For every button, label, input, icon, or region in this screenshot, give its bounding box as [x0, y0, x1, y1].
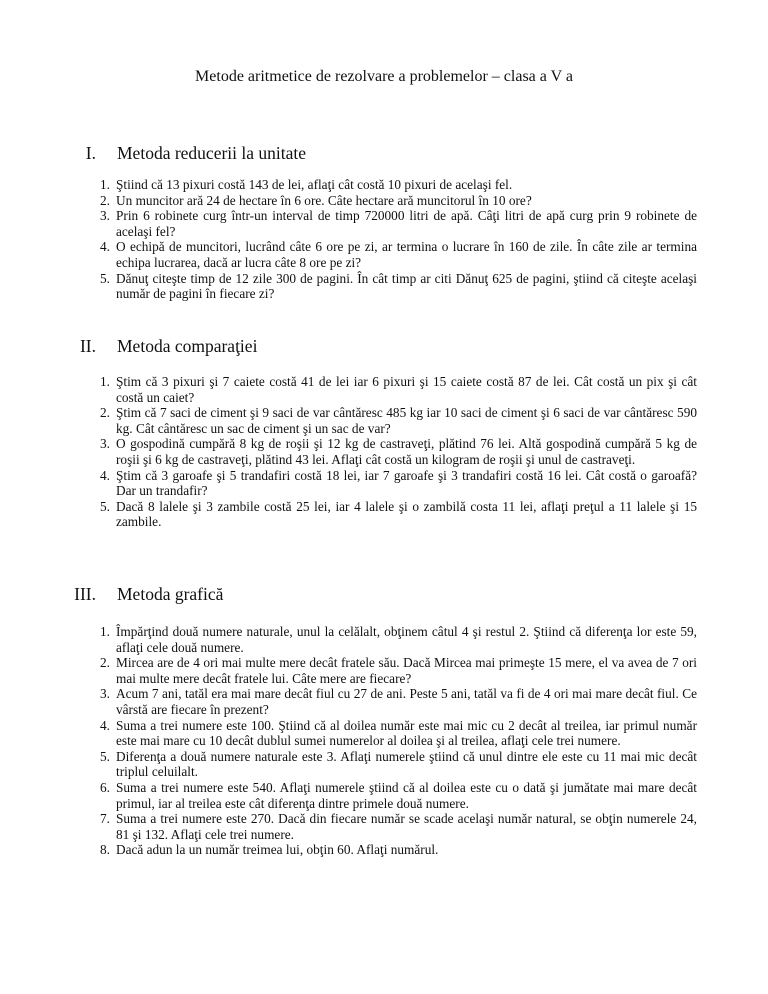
list-item: 3. O gospodină cumpără 8 kg de roşii şi 12 kg de castraveţi, plătind 76 lei. Altă gospodină cumpără 5 kg de roşii şi 6 kg de castraveţi, plătind 43 lei. Aflaţi cât costă un kilogram de roşii şi unul de castraveţi.: [100, 436, 697, 467]
section-heading: [0, 336, 768, 358]
section-reducerii: [0, 143, 768, 302]
list-item: 4. Suma a trei numere este 100. Ştiind că al doilea număr este mai mic cu 2 decât al treilea, iar primul număr este mai mare cu 10 decât dublul sumei numerelor al doilea şi al treilea, aflaţi cele trei numere.: [100, 717, 697, 749]
list-item: 7. Suma a trei numere este 270. Dacă din fiecare număr se scade acelaşi număr natural, se obţin numerele 24, 81 şi 132. Aflaţi cele trei numere.: [100, 811, 697, 842]
section-title: Metoda comparaţiei: [117, 336, 258, 356]
list-item: 4. O echipă de muncitori, lucrând câte 6 ore pe zi, ar termina o lucrare în 160 de zile. În câte zile ar termina echipa lucrarea, dacă ar lucra câte 8 ore pe zi?: [100, 239, 697, 270]
list-item: 2. Un muncitor ară 24 de hectare în 6 ore. Câte hectare ară muncitorul în 10 ore?: [100, 192, 532, 208]
section-number: II.: [79, 336, 96, 356]
list-item: 5. Dănuţ citeşte timp de 12 zile 300 de pagini. În cât timp ar citi Dănuţ 625 de pagini, ştiind că citeşte acelaşi număr de pagini în fiecare zi?: [100, 270, 697, 302]
section-number: I.: [85, 143, 96, 163]
section-title: Metoda reducerii la unitate: [117, 143, 307, 163]
list-item: 1. Împărţind două numere naturale, unul la celălalt, obţinem câtul 4 şi restul 2. Ştiind că diferenţa lor este 59, aflaţi cele două numere.: [100, 624, 697, 655]
list-item: 1. Ştim că 3 pixuri şi 7 caiete costă 41 de lei iar 6 pixuri şi 15 caiete costă 87 de lei. Cât costă un pix şi cât costă un caiet?: [100, 374, 697, 405]
section-heading: [0, 584, 768, 606]
section-number: III.: [74, 584, 96, 604]
problem-list: [100, 374, 697, 530]
section-title: Metoda grafică: [117, 584, 224, 604]
section-heading: [0, 143, 768, 165]
page-title: Metode aritmetice de rezolvare a problemelor – clasa a V a: [195, 68, 573, 85]
problem-list: [100, 177, 697, 302]
section-comparatiei: [0, 336, 768, 530]
problem-list: [100, 624, 697, 858]
list-item: 2. Ştim că 7 saci de ciment şi 9 saci de var cântăresc 485 kg iar 10 saci de ciment şi 6 saci de var cântăresc 590 kg. Cât cântăresc un sac de ciment şi un sac de var?: [100, 405, 697, 436]
list-item: 8. Dacă adun la un număr treimea lui, obţin 60. Aflaţi numărul.: [100, 842, 439, 858]
list-item: 2. Mircea are de 4 ori mai multe mere decât fratele său. Dacă Mircea mai primeşte 15 mere, el va avea de 7 ori mai multe mere decât fratele lui. Câte mere are fiecare?: [100, 655, 697, 686]
list-item: 1. Ştiind că 13 pixuri costă 143 de lei, aflaţi cât costă 10 pixuri de acelaşi fel.: [100, 177, 513, 192]
list-item: 3. Prin 6 robinete curg într-un interval de timp 720000 litri de apă. Câţi litri de apă curg prin 9 robinete de acelaşi fel?: [100, 208, 697, 239]
list-item: 4. Ştim că 3 garoafe şi 5 trandafiri costă 18 lei, iar 7 garoafe şi 3 trandafiri costă 16 lei. Cât costă o garoafă? Dar un trandafir?: [100, 467, 697, 499]
section-grafica: [0, 584, 768, 858]
list-item: 6. Suma a trei numere este 540. Aflaţi numerele ştiind că al doilea este cu o dată şi jumătate mai mare decât primul, iar al treilea este cât diferenţa dintre primele două numere.: [100, 779, 697, 811]
list-item: 5. Dacă 8 lalele şi 3 zambile costă 25 lei, iar 4 lalele şi o zambilă costa 11 lei, aflaţi preţul a 11 lalele şi 15 zambile.: [100, 498, 697, 530]
list-item: 5. Diferenţa a două numere naturale este 3. Aflaţi numerele ştiind că unul dintre ele este cu 11 mai mic decât triplul celuilalt.: [100, 748, 697, 780]
list-item: 3. Acum 7 ani, tatăl era mai mare decât fiul cu 27 de ani. Peste 5 ani, tatăl va fi de 4 ori mai mare decât fiul. Ce vârstă are fiecare în prezent?: [100, 686, 697, 717]
